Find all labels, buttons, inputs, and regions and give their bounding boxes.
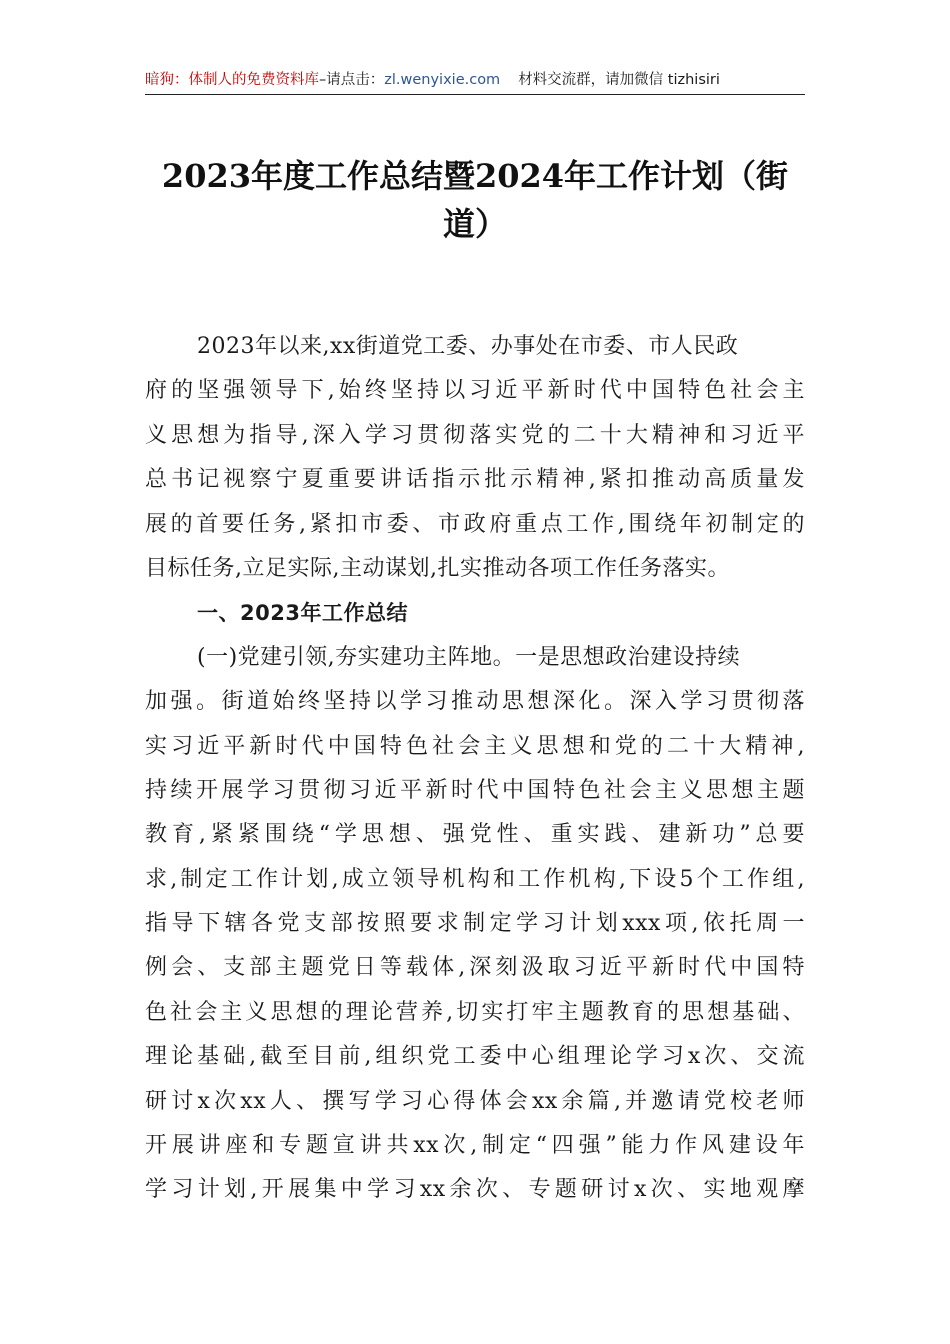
paragraph-2-line: 例会、支部主题党日等载体,深刻汲取习近平新时代中国特 bbox=[145, 955, 805, 981]
paragraph-2-line: 实习近平新时代中国特色社会主义思想和党的二十大精神, bbox=[145, 733, 805, 759]
paragraph-2-line: (一)党建引领,夯实建功主阵地。一是思想政治建设持续 bbox=[197, 644, 741, 670]
watermark-header bbox=[145, 66, 805, 94]
header-prompt: –请点击： bbox=[319, 72, 385, 88]
paragraph-1-line: 总书记视察宁夏重要讲话指示批示精神,紧扣推动高质量发 bbox=[145, 467, 805, 493]
paragraph-2-line: 理论基础,截至目前,组织党工委中心组理论学习x次、交流 bbox=[145, 1044, 805, 1070]
paragraph-2-line: 指导下辖各党支部按照要求制定学习计划xxx项,依托周一 bbox=[145, 911, 805, 937]
paragraph-2-line: 色社会主义思想的理论营养,切实打牢主题教育的思想基础、 bbox=[145, 999, 805, 1025]
paragraph-2-line: 开展讲座和专题宣讲共xx次,制定“四强”能力作风建设年 bbox=[145, 1133, 805, 1159]
header-brand: 暗狗：体制人的免费资料库 bbox=[145, 72, 319, 88]
document-title bbox=[125, 152, 825, 248]
paragraph-1-line: 府的坚强领导下,始终坚持以习近平新时代中国特色社会主 bbox=[145, 378, 805, 404]
paragraph-2-line: 持续开展学习贯彻习近平新时代中国特色社会主义思想主题 bbox=[145, 777, 805, 803]
title-line-2: 道） bbox=[442, 205, 507, 243]
paragraph-2-line: 学习计划,开展集中学习xx余次、专题研讨x次、实地观摩 bbox=[145, 1177, 805, 1203]
paragraph-2-line: 加强。街道始终坚持以学习推动思想深化。深入学习贯彻落 bbox=[145, 689, 805, 715]
paragraph-1-line: 目标任务,立足实际,主动谋划,扎实推动各项工作任务落实。 bbox=[145, 555, 730, 581]
header-url-link[interactable]: zl.wenyixie.com bbox=[384, 72, 501, 88]
title-line-1: 2023年度工作总结暨2024年工作计划（街 bbox=[161, 157, 789, 195]
paragraph-2-line: 研讨x次xx人、撰写学习心得体会xx余篇,并邀请党校老师 bbox=[145, 1088, 805, 1114]
paragraph-1-line: 义思想为指导,深入学习贯彻落实党的二十大精神和习近平 bbox=[145, 422, 805, 448]
section-heading: 一、2023年工作总结 bbox=[197, 601, 408, 626]
paragraph-2-line: 教育,紧紧围绕“学思想、强党性、重实践、建新功”总要 bbox=[145, 822, 805, 848]
paragraph-1-line: 展的首要任务,紧扣市委、市政府重点工作,围绕年初制定的 bbox=[145, 511, 805, 537]
paragraph-1-line: 2023年以来,xx街道党工委、办事处在市委、市人民政 bbox=[197, 334, 739, 359]
paragraph-2-line: 求,制定工作计划,成立领导机构和工作机构,下设5个工作组, bbox=[145, 866, 805, 892]
document-body bbox=[145, 325, 805, 1213]
header-contact: 材料交流群，请加微信 tizhisiri bbox=[518, 72, 720, 88]
header-divider bbox=[145, 94, 805, 95]
